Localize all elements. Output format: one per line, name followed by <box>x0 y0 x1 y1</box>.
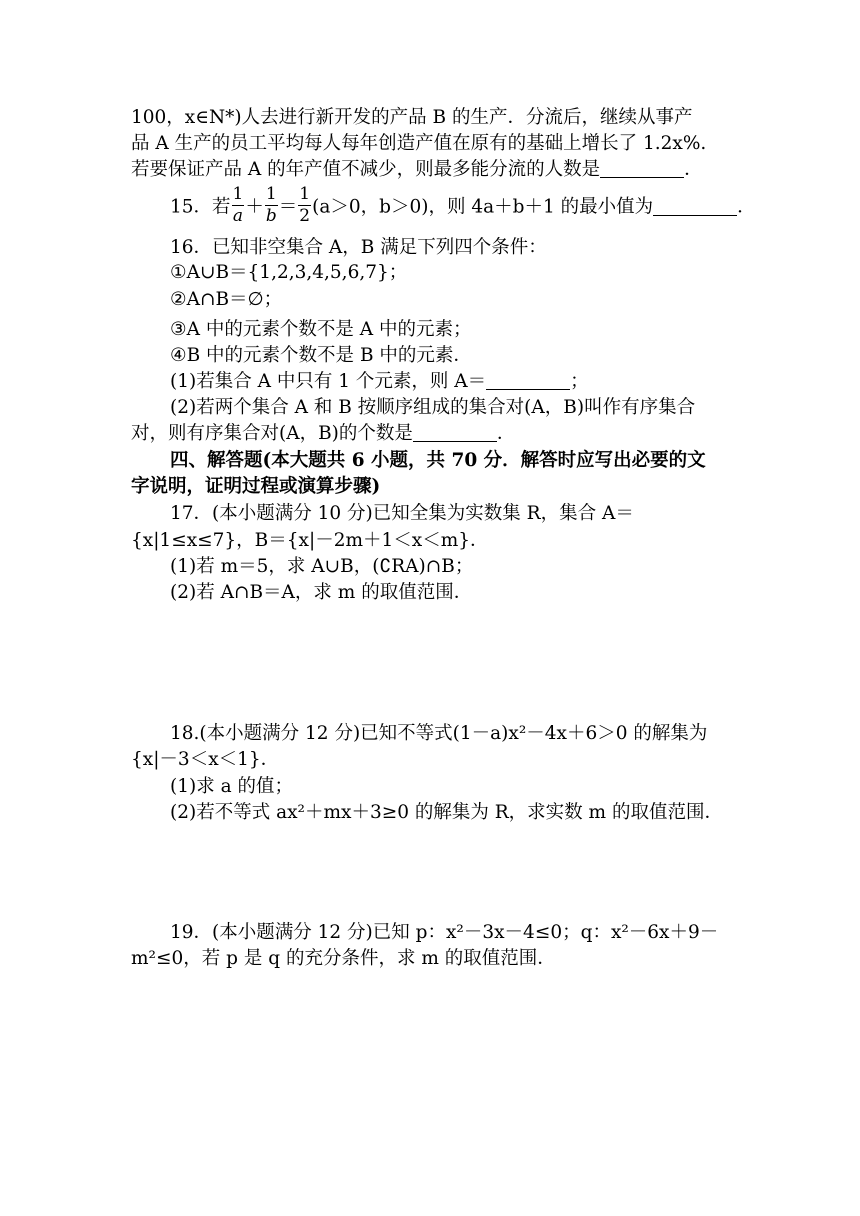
q15-frac1-num: 1 <box>232 184 244 204</box>
q15-fraction-3 <box>298 186 311 225</box>
q16-part2-text: 对，则有序集合对(A，B)的个数是 <box>131 423 413 444</box>
q14-line1: 100，x∈N*)人去进行新开发的产品 B 的生产．分流后，继续从事产 <box>131 107 693 128</box>
section-4-heading-line2: 字说明，证明过程或演算步骤) <box>131 476 381 497</box>
q15-frac3-den: 2 <box>299 206 311 226</box>
q16-condition-3: ③A 中的元素个数不是 A 中的元素； <box>170 319 472 340</box>
q16-part1-text: (1)若集合 A 中只有 1 个元素，则 A＝ <box>170 371 487 392</box>
q16-part2-blank <box>413 424 497 442</box>
q15-line <box>170 184 756 227</box>
q17-part2: (2)若 A∩B＝A，求 m 的取值范围． <box>170 582 473 603</box>
q15-period: ． <box>737 196 756 218</box>
q15-equals: ＝ <box>278 196 298 218</box>
q15-fraction-2 <box>265 186 278 225</box>
q16-part1-end: ； <box>570 371 589 392</box>
q16-condition-4: ④B 中的元素个数不是 B 中的元素． <box>170 345 472 366</box>
q15-frac2-num: 1 <box>265 184 277 204</box>
section-4-heading-line1: 四、解答题(本大题共 6 小题，共 70 分．解答时应写出必要的文 <box>170 450 706 471</box>
q14-answer-blank <box>600 160 684 178</box>
q14-line2: 品 A 生产的员工平均每人每年创造产值在原有的基础上增长了 1.2x%. <box>131 133 707 154</box>
q15-frac2-den: b <box>265 206 277 226</box>
q16-part1 <box>170 370 589 394</box>
q16-part2-line2 <box>131 422 515 446</box>
q15-prefix: 15．若 <box>170 196 231 218</box>
q15-answer-blank <box>653 198 737 216</box>
q16-part1-blank <box>486 372 570 390</box>
q16-condition-1: ①A∪B＝{1,2,3,4,5,6,7}； <box>170 262 408 283</box>
q15-frac1-den: a <box>232 206 244 226</box>
q14-line3 <box>131 158 703 182</box>
q15-fraction-1 <box>232 186 245 225</box>
q18-line1: 18.(本小题满分 12 分)已知不等式(1－a)x²－4x＋6＞0 的解集为 <box>170 723 708 744</box>
q18-part1: (1)求 a 的值； <box>170 776 293 797</box>
q16-part2-period: ． <box>496 423 516 444</box>
q17-line2: {x|1≤x≤7}，B＝{x|－2m＋1＜x＜m}． <box>131 530 489 551</box>
q16-condition-2: ②A∩B＝∅； <box>170 289 283 310</box>
q16-part2-line1: (2)若两个集合 A 和 B 按顺序组成的集合对(A，B)叫作有序集合 <box>170 397 696 418</box>
q15-plus: ＋ <box>245 196 264 218</box>
q14-line3-text: 若要保证产品 A 的年产值不减少，则最多能分流的人数是 <box>131 159 601 180</box>
q17-line1: 17．(本小题满分 10 分)已知全集为实数集 R，集合 A＝ <box>170 503 634 524</box>
q14-period: ． <box>684 159 703 180</box>
q15-suffix: (a＞0，b＞0)，则 4a＋b＋1 的最小值为 <box>312 196 654 218</box>
q18-part2: (2)若不等式 ax²＋mx＋3≥0 的解集为 R，求实数 m 的取值范围． <box>170 802 723 823</box>
q19-line2: m²≤0，若 p 是 q 的充分条件，求 m 的取值范围． <box>131 948 556 969</box>
q17-part1: (1)若 m＝5，求 A∪B，(∁RA)∩B； <box>170 556 474 577</box>
q19-line1: 19．(本小题满分 12 分)已知 p：x²－3x－4≤0；q：x²－6x＋9－ <box>170 922 719 943</box>
q18-line2: {x|－3＜x＜1}． <box>131 749 280 770</box>
q16-intro: 16．已知非空集合 A，B 满足下列四个条件： <box>170 237 547 258</box>
q15-frac3-num: 1 <box>299 184 311 204</box>
